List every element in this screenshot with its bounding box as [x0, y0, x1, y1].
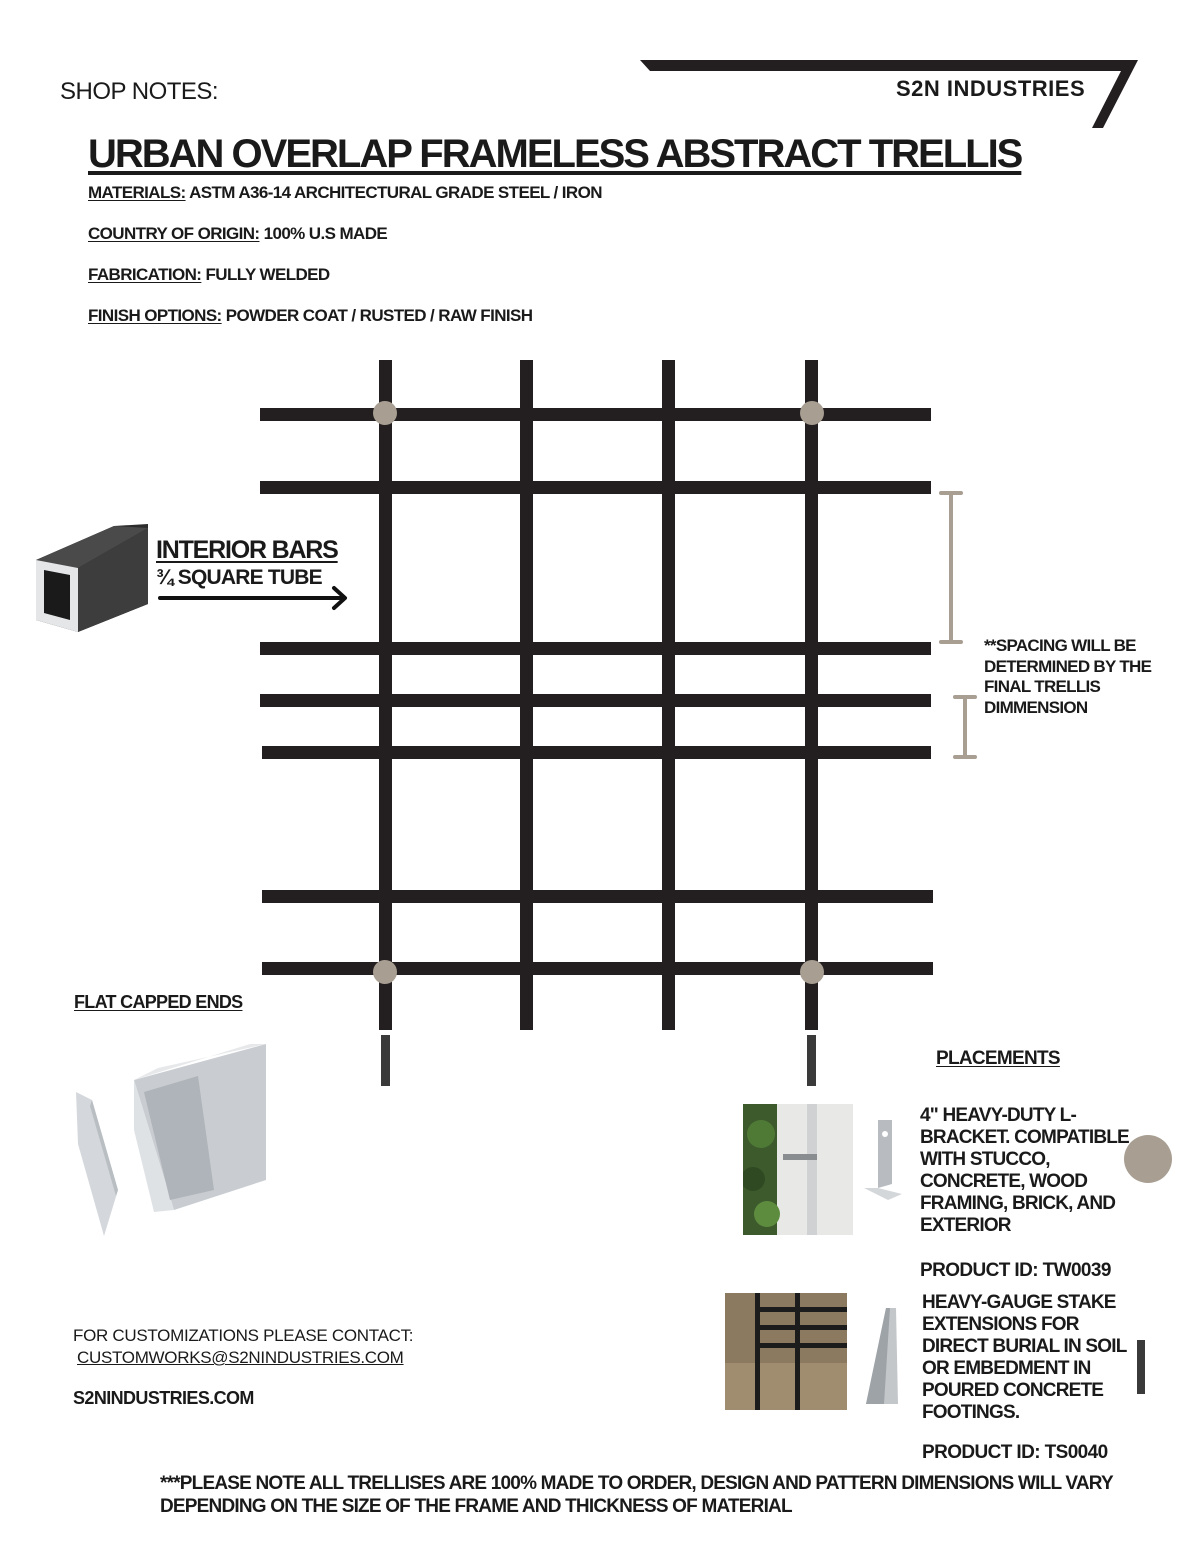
contact-line: FOR CUSTOMIZATIONS PLEASE CONTACT: [73, 1326, 414, 1345]
bracket-marker [373, 401, 397, 425]
spec-value: FULLY WELDED [205, 265, 330, 284]
flat-capped-ends-label: FLAT CAPPED ENDS [74, 992, 243, 1012]
bracket-product-id: PRODUCT ID: TW0039 [920, 1260, 1111, 1281]
bracket-marker [373, 960, 397, 984]
horizontal-bar [260, 694, 931, 707]
spec-label: FABRICATION: [88, 265, 202, 284]
spec-value: 100% U.S MADE [263, 224, 388, 243]
page-title: URBAN OVERLAP FRAMELESS ABSTRACT TRELLIS [88, 132, 1022, 176]
stake-extension [807, 1035, 816, 1086]
interior-bars-subtitle: ¾ SQUARE TUBE [156, 566, 322, 589]
website-link[interactable]: S2NINDUSTRIES.COM [73, 1388, 254, 1408]
bracket-marker-legend [1124, 1135, 1174, 1185]
vertical-bar [805, 360, 818, 1030]
stake-image [864, 1306, 900, 1408]
stake-marker-legend [1136, 1340, 1146, 1394]
spec-label: FINISH OPTIONS: [88, 306, 222, 325]
horizontal-bar [262, 746, 931, 759]
stake-install-photo [725, 1293, 847, 1410]
footer-note: ***PLEASE NOTE ALL TRELLISES ARE 100% MADE TO ORDER, DESIGN AND PATTERN DIMENSIONS WILL VARY DEPENDING ON THE SIZE OF THE FRAME AND THICKNESS OF MATERIAL [160, 1473, 1113, 1517]
bracket-install-photo [743, 1104, 853, 1235]
stake-extension [381, 1035, 390, 1086]
square-tube-image [34, 520, 152, 636]
shop-notes-label: SHOP NOTES: [60, 78, 219, 105]
stake-description: HEAVY-GAUGE STAKE EXTENSIONS FOR DIRECT BURIAL IN SOIL OR EMBEDMENT IN POURED CONCRETE FOOTINGS. [922, 1292, 1127, 1423]
vertical-bar [520, 360, 533, 1030]
horizontal-bar [262, 890, 933, 903]
spacing-note: **SPACING WILL BE DETERMINED BY THE FINAL TRELLIS DIMMENSION [984, 636, 1152, 717]
horizontal-bar [260, 481, 931, 494]
l-bracket-image [862, 1118, 906, 1204]
vertical-bar [379, 360, 392, 1030]
horizontal-bar [260, 408, 931, 421]
horizontal-bar [262, 962, 933, 975]
spec-label: COUNTRY OF ORIGIN: [88, 224, 260, 243]
bracket-marker [800, 401, 824, 425]
interior-bars-title: INTERIOR BARS [156, 536, 338, 564]
spec-value: ASTM A36-14 ARCHITECTURAL GRADE STEEL / IRON [189, 183, 602, 202]
brand-name: S2N INDUSTRIES [896, 76, 1086, 101]
placements-title: PLACEMENTS [936, 1048, 1060, 1069]
vertical-bar [662, 360, 675, 1030]
flat-cap-image [74, 1040, 274, 1240]
bracket-marker [800, 960, 824, 984]
contact-email-link[interactable]: CUSTOMWORKS@S2NINDUSTRIES.COM [77, 1348, 404, 1367]
spec-label: MATERIALS: [88, 183, 186, 202]
horizontal-bar [260, 642, 931, 655]
contact-block [73, 1325, 413, 1369]
stake-product-id: PRODUCT ID: TS0040 [922, 1442, 1108, 1463]
arrow-right-icon [160, 588, 345, 608]
spacing-dimension [941, 493, 975, 757]
bracket-description: 4" HEAVY-DUTY L-BRACKET. COMPATIBLE WITH STUCCO, CONCRETE, WOOD FRAMING, BRICK, AND EXTERIOR [920, 1105, 1129, 1236]
spec-value: POWDER COAT / RUSTED / RAW FINISH [225, 306, 533, 325]
